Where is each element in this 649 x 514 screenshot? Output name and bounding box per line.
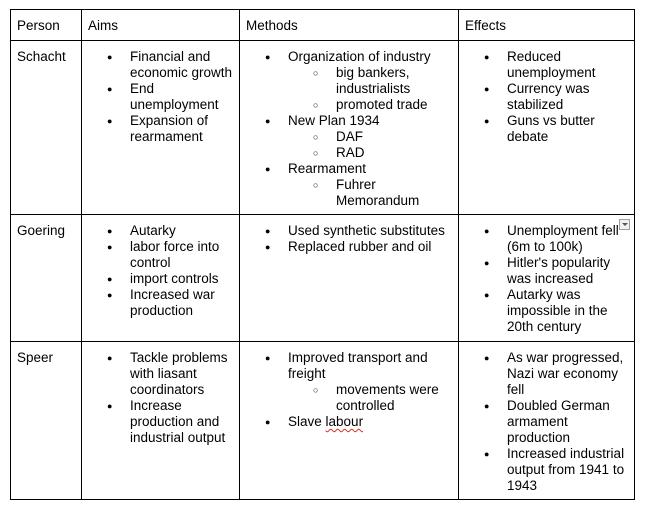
cell-methods[interactable] bbox=[240, 41, 459, 215]
table-row-goering bbox=[11, 215, 635, 342]
person-name: Schacht bbox=[17, 49, 66, 64]
sub-list bbox=[288, 65, 458, 113]
list-item-text: Rearmament bbox=[288, 161, 367, 176]
cell-aims[interactable] bbox=[82, 342, 240, 500]
list-item: ● Reduced unemployment bbox=[459, 49, 634, 81]
methods-list bbox=[240, 350, 458, 430]
header-person: Person bbox=[17, 18, 60, 33]
list-item-text: New Plan 1934 bbox=[288, 113, 380, 128]
cell-methods[interactable] bbox=[240, 215, 459, 342]
list-item-text: Slave bbox=[288, 414, 326, 429]
list-item: ● Increased industrial output from 1941 to 1943 bbox=[459, 446, 634, 494]
list-item: ● labor force into control bbox=[82, 239, 239, 271]
aims-list bbox=[82, 350, 239, 446]
list-item: ● import controls bbox=[82, 271, 239, 287]
cell-person[interactable] bbox=[11, 41, 82, 215]
effects-list bbox=[459, 223, 634, 335]
sub-list bbox=[288, 382, 458, 414]
effects-list bbox=[459, 49, 634, 145]
list-item: ● Guns vs butter debate bbox=[459, 113, 634, 145]
table-row-schacht bbox=[11, 41, 635, 215]
cell-effects[interactable] bbox=[459, 215, 635, 342]
sub-list-item: ○ movements were controlled bbox=[288, 382, 458, 414]
header-cell-aims[interactable] bbox=[82, 10, 240, 41]
list-item: ● End unemployment bbox=[82, 81, 239, 113]
cell-aims[interactable] bbox=[82, 215, 240, 342]
header-row bbox=[11, 10, 635, 41]
aims-list bbox=[82, 223, 239, 319]
spellcheck-flagged-word[interactable]: labour bbox=[325, 414, 364, 429]
list-item bbox=[240, 49, 458, 113]
list-item: ● Hitler's popularity was increased bbox=[459, 255, 634, 287]
list-item bbox=[240, 161, 458, 209]
header-effects: Effects bbox=[465, 18, 507, 33]
list-item: ● Replaced rubber and oil bbox=[240, 239, 458, 255]
methods-list bbox=[240, 49, 458, 209]
list-item-text: Organization of industry bbox=[288, 49, 431, 64]
list-item: ● Expansion of rearmament bbox=[82, 113, 239, 145]
list-item: ● As war progressed, Nazi war economy fell bbox=[459, 350, 634, 398]
list-item: ● Autarky bbox=[82, 223, 239, 239]
header-cell-effects[interactable] bbox=[459, 10, 635, 41]
header-aims: Aims bbox=[88, 18, 118, 33]
comparison-table bbox=[10, 9, 635, 500]
methods-list bbox=[240, 223, 458, 255]
cell-aims[interactable] bbox=[82, 41, 240, 215]
list-item bbox=[240, 113, 458, 161]
person-name: Goering bbox=[17, 223, 66, 238]
cell-effects[interactable] bbox=[459, 41, 635, 215]
sub-list-item: ○ promoted trade bbox=[288, 97, 458, 113]
list-item-text: Improved transport and freight bbox=[288, 350, 428, 381]
list-item: ● Currency was stabilized bbox=[459, 81, 634, 113]
cell-effects[interactable] bbox=[459, 342, 635, 500]
list-item bbox=[240, 414, 458, 430]
list-item: ● Increase production and industrial output bbox=[82, 398, 239, 446]
list-item: ● Financial and economic growth bbox=[82, 49, 239, 81]
list-item: ● Used synthetic substitutes bbox=[240, 223, 458, 239]
cell-person[interactable] bbox=[11, 342, 82, 500]
list-item: ● Doubled German armament production bbox=[459, 398, 634, 446]
header-cell-methods[interactable] bbox=[240, 10, 459, 41]
sub-list-item: ○ RAD bbox=[288, 145, 458, 161]
list-item bbox=[240, 350, 458, 414]
effects-list bbox=[459, 350, 634, 494]
aims-list bbox=[82, 49, 239, 145]
sub-list bbox=[288, 177, 458, 209]
sub-list-item: ○ big bankers, industrialists bbox=[288, 65, 458, 97]
sub-list-item: ○ Fuhrer Memorandum bbox=[288, 177, 458, 209]
cell-person[interactable] bbox=[11, 215, 82, 342]
person-name: Speer bbox=[17, 350, 54, 365]
list-item: ● Unemployment fell (6m to 100k) bbox=[459, 223, 634, 255]
header-cell-person[interactable] bbox=[11, 10, 82, 41]
list-item: ● Increased war production bbox=[82, 287, 239, 319]
list-item: ● Autarky was impossible in the 20th century bbox=[459, 287, 634, 335]
header-methods: Methods bbox=[246, 18, 298, 33]
cell-methods[interactable] bbox=[240, 342, 459, 500]
list-item: ● Tackle problems with liasant coordinators bbox=[82, 350, 239, 398]
sub-list-item: ○ DAF bbox=[288, 129, 458, 145]
table-row-speer bbox=[11, 342, 635, 500]
sub-list bbox=[288, 129, 458, 161]
